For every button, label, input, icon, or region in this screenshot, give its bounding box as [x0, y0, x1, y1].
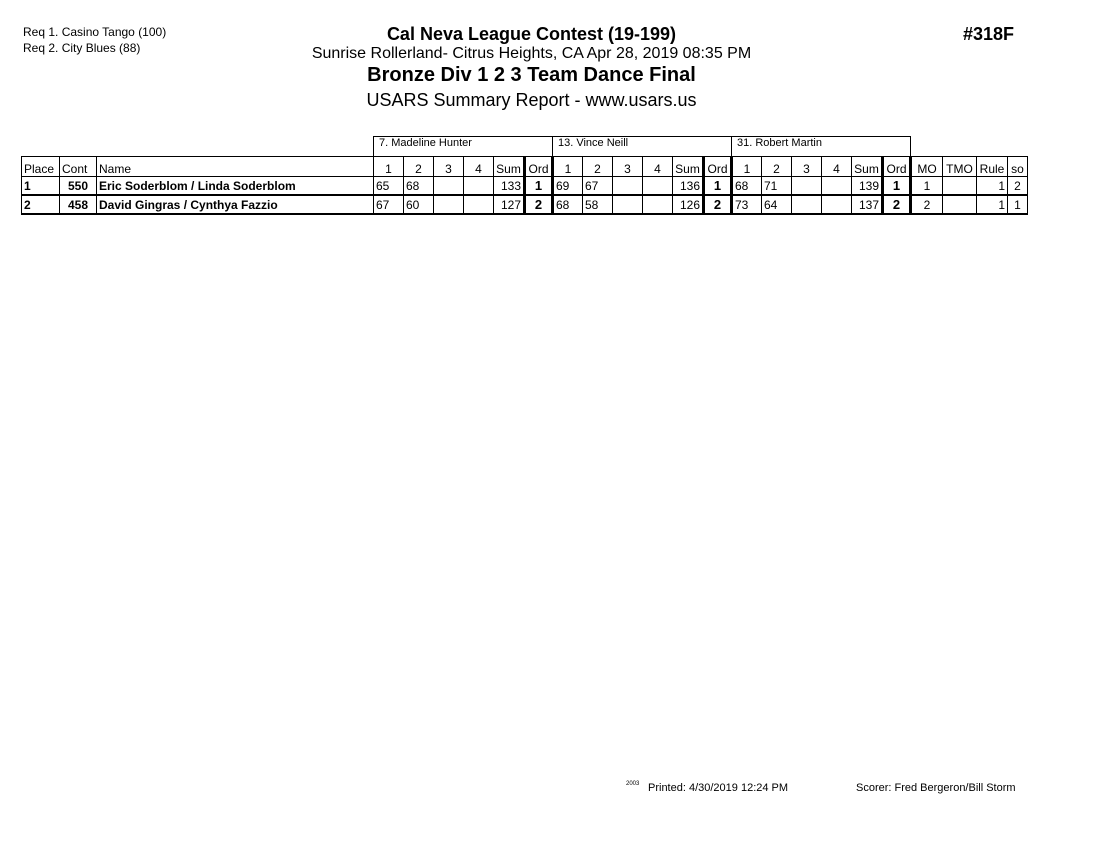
- score-cell: 71: [762, 177, 792, 196]
- cont-header: Cont: [60, 157, 97, 177]
- place-cell: 1: [22, 177, 60, 196]
- cont-cell: 458: [60, 195, 97, 214]
- so-header: so: [1008, 157, 1028, 177]
- score-cell: 68: [404, 177, 434, 196]
- event-code: #318F: [963, 24, 1015, 44]
- sum-cell: 136: [673, 177, 704, 196]
- j3-col-1: 1: [732, 157, 762, 177]
- event-title: Bronze Div 1 2 3 Team Dance Final: [367, 64, 696, 86]
- j1-col-ord: Ord: [525, 157, 553, 177]
- tmo-header: TMO: [943, 157, 977, 177]
- requirement-2: Req 2. City Blues (88): [23, 41, 141, 55]
- score-cell: [822, 195, 852, 214]
- j1-col-2: 2: [404, 157, 434, 177]
- mo-header: MO: [911, 157, 943, 177]
- j2-col-2: 2: [583, 157, 613, 177]
- place-header: Place: [22, 157, 60, 177]
- rule-header: Rule: [977, 157, 1008, 177]
- score-cell: [792, 195, 822, 214]
- score-cell: [613, 177, 643, 196]
- place-cell: 2: [22, 195, 60, 214]
- ord-cell: 2: [704, 195, 732, 214]
- j3-col-ord: Ord: [883, 157, 911, 177]
- score-cell: 73: [732, 195, 762, 214]
- j2-col-ord: Ord: [704, 157, 732, 177]
- name-cell: Eric Soderblom / Linda Soderblom: [97, 177, 374, 196]
- mo-cell: 2: [911, 195, 943, 214]
- j3-col-2: 2: [762, 157, 792, 177]
- name-cell: David Gingras / Cynthya Fazzio: [97, 195, 374, 214]
- j1-col-3: 3: [434, 157, 464, 177]
- score-cell: [464, 177, 494, 196]
- ord-cell: 2: [525, 195, 553, 214]
- j1-col-1: 1: [374, 157, 404, 177]
- j2-col-sum: Sum: [673, 157, 704, 177]
- rule-cell: 1: [977, 195, 1008, 214]
- tmo-cell: [943, 195, 977, 214]
- score-cell: 69: [553, 177, 583, 196]
- so-cell: 2: [1008, 177, 1028, 196]
- j3-col-4: 4: [822, 157, 852, 177]
- so-cell: 1: [1008, 195, 1028, 214]
- table-row: [22, 177, 1028, 196]
- ord-cell: 2: [883, 195, 911, 214]
- cont-cell: 550: [60, 177, 97, 196]
- score-cell: 68: [553, 195, 583, 214]
- name-header: Name: [97, 157, 374, 177]
- ord-cell: 1: [704, 177, 732, 196]
- score-cell: [464, 195, 494, 214]
- score-cell: [434, 195, 464, 214]
- mo-cell: 1: [911, 177, 943, 196]
- column-header-row: [22, 157, 1028, 177]
- scorer-info: Scorer: Fred Bergeron/Bill Storm: [856, 782, 1016, 794]
- score-cell: 67: [583, 177, 613, 196]
- score-cell: [613, 195, 643, 214]
- sum-cell: 133: [494, 177, 525, 196]
- report-title: USARS Summary Report - www.usars.us: [366, 90, 697, 110]
- j3-col-3: 3: [792, 157, 822, 177]
- j3-col-sum: Sum: [852, 157, 883, 177]
- score-cell: 60: [404, 195, 434, 214]
- judge-1-header: 7. Madeline Hunter: [374, 137, 553, 157]
- contest-location: Sunrise Rollerland- Citrus Heights, CA Apr 28, 2019 08:35 PM: [311, 45, 752, 62]
- j2-col-3: 3: [613, 157, 643, 177]
- sum-cell: 137: [852, 195, 883, 214]
- requirement-1: Req 1. Casino Tango (100): [23, 25, 167, 39]
- score-cell: [643, 177, 673, 196]
- score-cell: [434, 177, 464, 196]
- score-cell: [643, 195, 673, 214]
- score-cell: [792, 177, 822, 196]
- score-cell: 58: [583, 195, 613, 214]
- footer-code: 2003: [626, 781, 640, 787]
- sum-cell: 139: [852, 177, 883, 196]
- j2-col-4: 4: [643, 157, 673, 177]
- tmo-cell: [943, 177, 977, 196]
- score-cell: 64: [762, 195, 792, 214]
- sum-cell: 126: [673, 195, 704, 214]
- rule-cell: 1: [977, 177, 1008, 196]
- score-cell: 68: [732, 177, 762, 196]
- score-cell: [822, 177, 852, 196]
- table-row: [22, 195, 1028, 214]
- judge-header-row: [22, 137, 1028, 157]
- judge-2-header: 13. Vince Neill: [553, 137, 732, 157]
- j2-col-1: 1: [553, 157, 583, 177]
- ord-cell: 1: [525, 177, 553, 196]
- j1-col-sum: Sum: [494, 157, 525, 177]
- ord-cell: 1: [883, 177, 911, 196]
- judge-3-header: 31. Robert Martin: [732, 137, 911, 157]
- score-cell: 67: [374, 195, 404, 214]
- score-cell: 65: [374, 177, 404, 196]
- j1-col-4: 4: [464, 157, 494, 177]
- contest-title: Cal Neva League Contest (19-199): [386, 24, 677, 44]
- sum-cell: 127: [494, 195, 525, 214]
- printed-timestamp: Printed: 4/30/2019 12:24 PM: [648, 782, 789, 794]
- results-table: [21, 136, 1028, 215]
